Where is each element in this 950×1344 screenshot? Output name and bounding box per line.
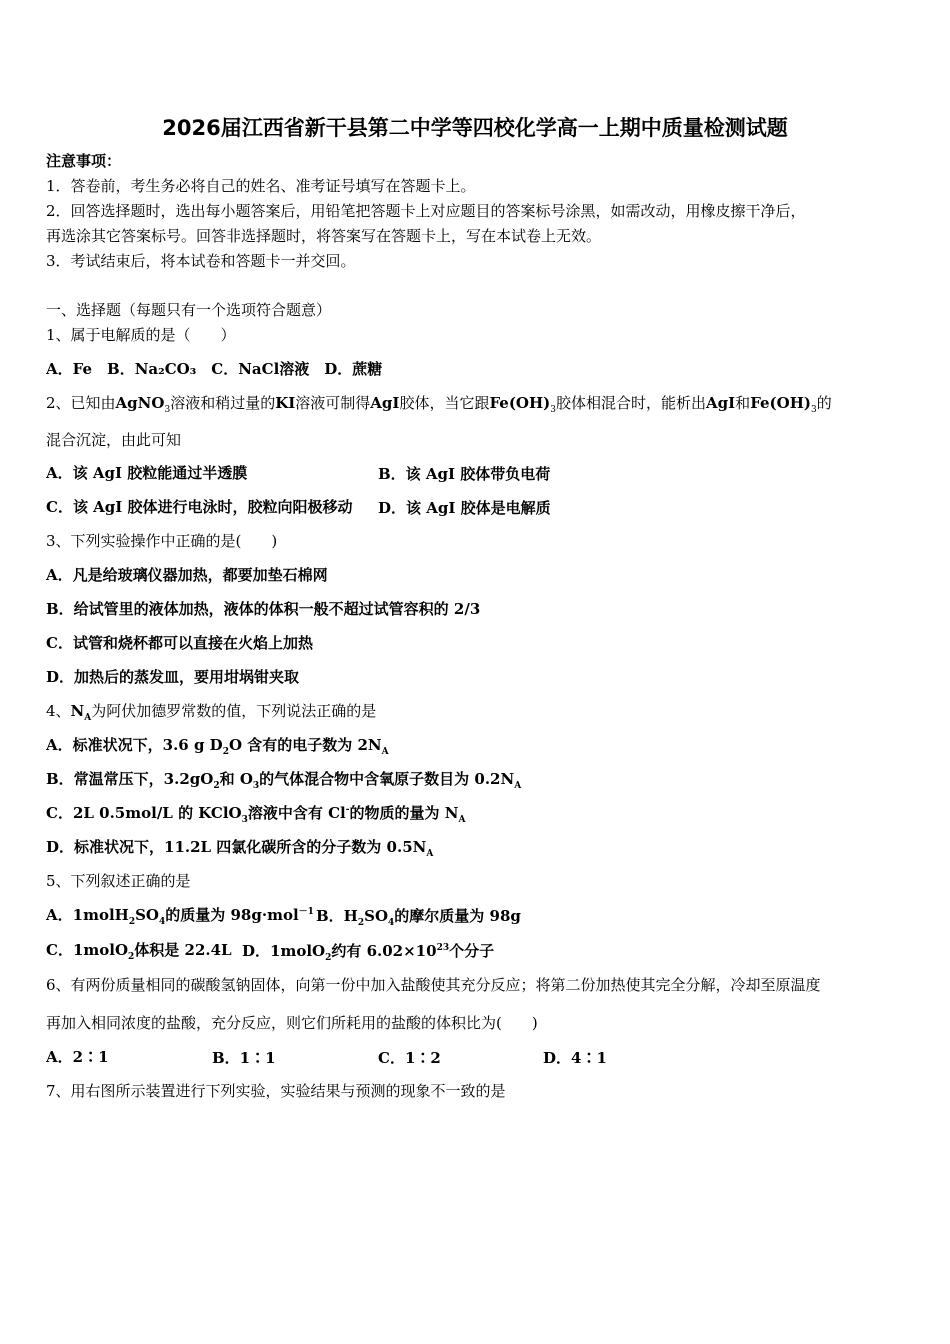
q2-option-b: B．该 AgI 胶体带负电荷 <box>378 465 551 483</box>
q2-option-d: D．该 AgI 胶体是电解质 <box>378 499 551 517</box>
q3-option-d: D．加热后的蒸发皿，要用坩埚钳夹取 <box>46 668 300 686</box>
section-heading: 一、选择题（每题只有一个选项符合题意） <box>46 301 332 319</box>
page-title: 2026届江西省新干县第二中学等四校化学高一上期中质量检测试题 <box>162 116 788 140</box>
q3-option-a: A．凡是给玻璃仪器加热，都要加垫石棉网 <box>46 566 328 584</box>
q6-option-b: B．1∶1 <box>212 1049 276 1067</box>
q2-stem-cont: 混合沉淀，由此可知 <box>46 431 182 449</box>
q1-options: A．Fe B．Na₂CO₃ C．NaCl溶液 D．蔗糖 <box>46 360 383 378</box>
q3-stem: 3、下列实验操作中正确的是( ) <box>46 532 278 550</box>
q6-stem-cont: 再加入相同浓度的盐酸，充分反应，则它们所耗用的盐酸的体积比为( ) <box>46 1014 538 1032</box>
q6-option-a: A．2∶1 <box>46 1048 109 1066</box>
q2-option-c: C．该 AgI 胶体进行电泳时，胶粒向阳极移动 <box>46 498 353 516</box>
notice-item-1: 1．答卷前，考生务必将自己的姓名、准考证号填写在答题卡上。 <box>46 177 476 195</box>
q4-option-d: D．标准状况下，11.2L 四氯化碳所含的分子数为 $0.5N_A$ <box>46 838 434 859</box>
q5-option-c: C．1molO$_2$体积是 22.4L <box>46 941 232 962</box>
q3-option-c: C．试管和烧杯都可以直接在火焰上加热 <box>46 634 313 652</box>
q6-option-c: C．1∶2 <box>378 1049 441 1067</box>
q4-option-b: B．常温常压下，$3.2gO_2$和 $O_3$的气体混合物中含氧原子数目为 $0.2N_A$ <box>46 770 522 791</box>
q7-stem: 7、用右图所示装置进行下列实验，实验结果与预测的现象不一致的是 <box>46 1082 506 1100</box>
q2-stem: 2、已知由AgNO$_3$溶液和稍过量的KI溶液可制得AgI胶体，当它跟$Fe(OH)_3$胶体相混合时，能析出AgI和$Fe(OH)_3$的 <box>46 394 832 415</box>
q4-option-a: A．标准状况下，3.6 g $D_2O$ 含有的电子数为 $2N_A$ <box>46 736 389 757</box>
notice-item-3: 3．考试结束后，将本试卷和答题卡一并交回。 <box>46 252 356 270</box>
q5-stem: 5、下列叙述正确的是 <box>46 872 191 890</box>
q5-option-b: B．$H_2SO_4$的摩尔质量为 98g <box>316 907 521 928</box>
q6-stem: 6、有两份质量相同的碳酸氢钠固体，向第一份中加入盐酸使其充分反应；将第二份加热使其完全分解，冷却至原温度 <box>46 976 821 994</box>
q3-option-b: B．给试管里的液体加热，液体的体积一般不超过试管容积的 2/3 <box>46 600 481 618</box>
notice-item-2: 2．回答选择题时，选出每小题答案后，用铅笔把答题卡上对应题目的答案标号涂黑，如需改动，用橡皮擦干净后， <box>46 202 806 220</box>
q5-option-d: D．1molO$_2$约有 $6.02\times 10^{23}$个分子 <box>242 942 495 963</box>
q1-stem: 1、属于电解质的是（ ） <box>46 326 236 344</box>
q4-option-c: C．2L 0.5mol/L 的 KClO$_3$溶液中含有 Cl-的物质的量为 $N_A$ <box>46 804 466 825</box>
q6-option-d: D．4∶1 <box>543 1049 607 1067</box>
q5-option-a: A．$1molH_2SO_4$的质量为 98g·mol$^{-1}$ <box>46 906 314 927</box>
q4-stem: 4、$N_A$为阿伏加德罗常数的值，下列说法正确的是 <box>46 702 377 723</box>
notice-item-2-cont: 再选涂其它答案标号。回答非选择题时，将答案写在答题卡上，写在本试卷上无效。 <box>46 227 602 245</box>
notice-heading: 注意事项： <box>46 152 122 170</box>
q2-option-a: A．该 AgI 胶粒能通过半透膜 <box>46 464 248 482</box>
